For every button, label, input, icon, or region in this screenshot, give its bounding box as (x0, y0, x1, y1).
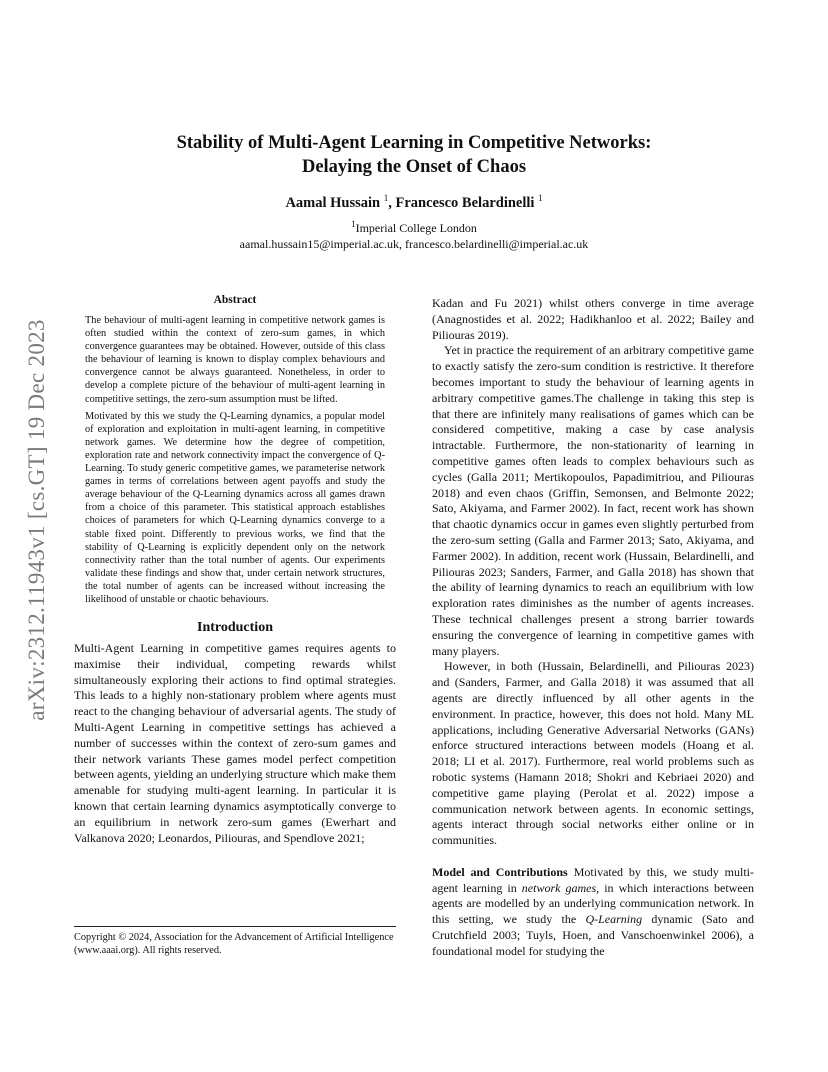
affiliation (100, 217, 728, 237)
mc-text-b: , in which interactions between agents are modelled by an underlying communication network. In this setting, we study the (432, 880, 754, 927)
paper-title (100, 131, 728, 179)
author-list: Aamal Hussain $^1$, Francesco Belardinelli $^1$ (285, 193, 543, 211)
author-emails[interactable]: aamal.hussain15@imperial.ac.uk, francesco.belardinelli@imperial.ac.uk (239, 236, 589, 251)
footnote-rule (74, 926, 396, 927)
affiliation-name: Imperial College London (355, 221, 477, 235)
author-affiliation-mark: 1 (538, 193, 543, 203)
mc-text-a: Motivated by this, we study multi-agent learning in (432, 864, 754, 895)
abstract (74, 314, 396, 606)
mc-term-q-learning: Q-Learning (585, 912, 643, 927)
copyright-text: Copyright © 2024, Association for the Advancement of Artificial Intelligence (www.aaai.org). All rights reserved. (74, 932, 394, 957)
intro-paragraph-3: However, in both (Hussain, Belardinelli, and Piliouras 2023) and (Sanders, Farmer, and Galla 2018) it was assumed that all agents are directly influenced by all other agents in the environment. In practice, however, this does not hold. Many ML applications, including Generative Adversarial Networks (GANs) enforce structured interactions between models (Hoang et al. 2018; LI et al. 2017). Furthermore, real world problems such as robotic systems (Hamann 2018; Shokri and Kebriaei 2020) and competitive game playing (Perolat et al. 2022) impose a communication network between agents. In economic settings, agents interact through social networks either online or in communities. (432, 659, 754, 848)
affiliation-mark: 1 (351, 219, 356, 229)
abstract-paragraph-2: Motivated by this we study the Q-Learning dynamics, a popular model of exploration and exploitation in multi-agent learning, in competitive network games. We determine how the degree of competition, exploration rate and network connectivity impact the convergence of Q-Learning. To study generic competitive games, we parameterise network games in terms of correlations between agent payoffs and study the average behaviour of the Q-Learning dynamics across all games drawn from a choice of this parameter. This statistical approach establishes choices of parameters for which Q-Learning dynamics converge to a stable fixed point. Differently to previous works, we find that the stability of Q-Learning is explicitly dependent only on the network connectivity rather than the total number of agents. Our experiments validate these findings and show that, under certain network structures, the total number of agents can be increased without increasing the likelihood of unstable or chaotic behaviours. (85, 410, 385, 605)
left-column (74, 294, 396, 846)
arxiv-id[interactable]: arXiv:2312.11943v1 [cs.GT] 19 Dec 2023 (24, 319, 49, 721)
introduction-heading: Introduction (197, 620, 273, 636)
introduction-body (74, 641, 396, 846)
model-contributions-paragraph (432, 865, 754, 960)
author-name: Aamal Hussain (285, 194, 381, 211)
mc-text-c: dynamic (Sato and Crutchfield 2003; Tuyls, Hoen, and Vanschoenwinkel 2006), a foundational model for studying the (432, 912, 754, 958)
affiliation-block (100, 217, 728, 252)
intro-paragraph-2: Yet in practice the requirement of an arbitrary competitive game to exactly satisfy the zero-sum condition is restrictive. It therefore becomes important to study the behaviour of learning agents in arbitrary competitive games.The challenge in taking this step is that there are infinitely many realisations of games which can be considered competitive, making a case by case analysis intractable. Furthermore, the non-stationarity of learning in competitive games often leads to complex behaviours such as cycles (Galla 2011; Mertikopoulos, Papadimitriou, and Piliouras 2018) and even chaos (Griffin, Semonsen, and Belmonte 2022; Sato, Akiyama, and Farmer 2002). In fact, recent work has shown that chaotic dynamics occur in games even slightly perturbed from the zero-sum setting (Galla and Farmer 2013; Sato, Akiyama, and Farmer 2002). In addition, recent work (Hussain, Belardinelli, and Piliouras 2023; Sanders, Farmer, and Galla 2018) has shown that the ability of learning dynamics to reach an equilibrium with low exploration rates diminishes as the number of agents increases. These technical challenges present a strong barrier towards ensuring the convergence of learning in competitive games with many players. (432, 343, 754, 658)
right-column (432, 296, 754, 960)
abstract-paragraph-1: The behaviour of multi-agent learning in competitive network games is often studied within the context of zero-sum games, in which convergence guarantees may be obtained. However, outside of this class the behaviour of learning is known to display complex behaviours and convergence cannot be always guaranteed. Nonetheless, in order to develop a complete picture of the behaviour of multi-agent learning in competitive settings, the zero-sum assumption must be lifted. (85, 315, 385, 405)
title-line-1: Stability of Multi-Agent Learning in Competitive Networks: (176, 133, 652, 153)
copyright-footnote (74, 926, 396, 957)
introduction-paragraph-1: Multi-Agent Learning in competitive games requires agents to maximise their individual, competing rewards whilst simultaneously exploring their actions to find optimal strategies. This leads to a highly non-stationary problem where agents must react to the changing behaviour of adversarial agents. The study of Multi-Agent Learning in competitive settings has achieved a number of successes within the context of zero-sum games and their network variants These games model perfect competition between agents, yielding an underlying structure which make them amenable for studying multi-agent learning. In particular it is known that certain learning dynamics asymptotically converge to an equilibrium in network zero-sum games (Ewerhart and Valkanova 2020; Leonardos, Piliouras, and Spendlove 2021; (74, 641, 396, 845)
author-name: Francesco Belardinelli (395, 194, 535, 211)
author-affiliation-mark: 1 (383, 193, 389, 203)
mc-term-network-games: network games (521, 880, 597, 895)
model-contributions-heading: Model and Contributions (432, 864, 568, 879)
abstract-heading: Abstract (213, 294, 257, 306)
arxiv-stamp (22, 285, 52, 755)
title-line-2: Delaying the Onset of Chaos (301, 157, 527, 177)
intro-paragraph-continued: Kadan and Fu 2021) whilst others converge in time average (Anagnostides et al. 2022; Hadikhanloo et al. 2022; Bailey and Piliouras 2019). (432, 296, 754, 342)
